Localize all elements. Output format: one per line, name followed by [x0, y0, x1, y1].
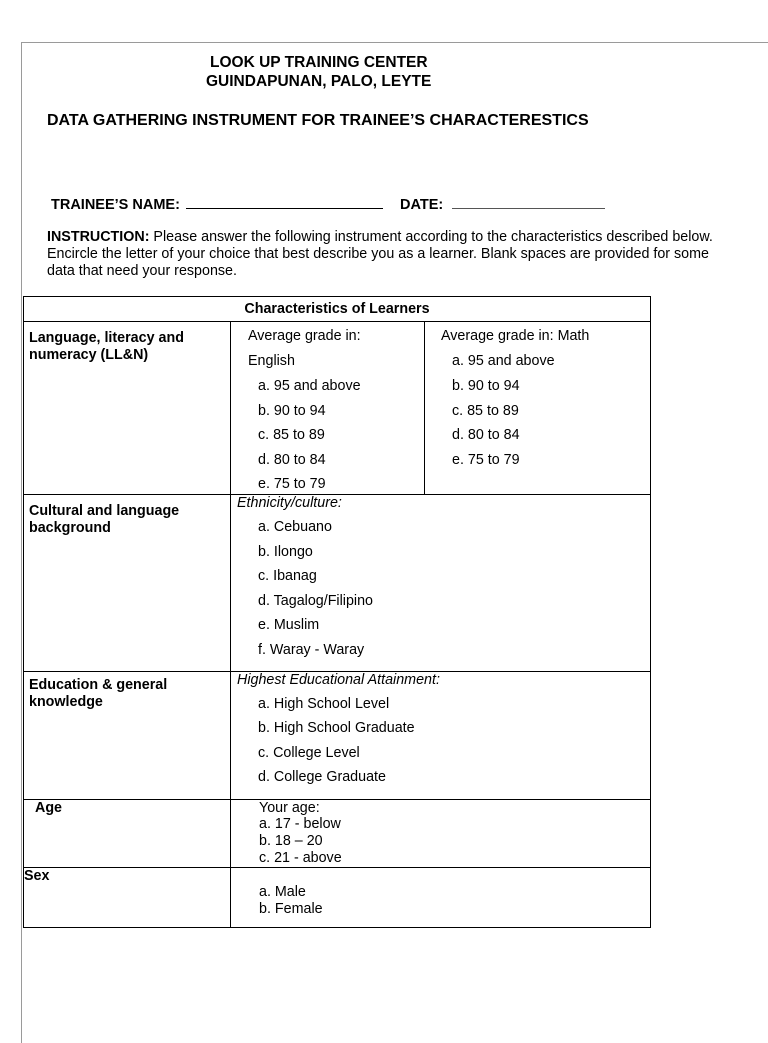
culture-label-cell: [24, 495, 231, 672]
education-option-a[interactable]: a. High School Level: [258, 696, 390, 712]
trainee-name-field: [51, 194, 383, 213]
age-option-a[interactable]: a. 17 - below: [259, 816, 341, 832]
age-prompt: Your age:: [259, 800, 320, 816]
culture-option-f[interactable]: f. Waray - Waray: [258, 642, 365, 658]
culture-options-cell: [231, 495, 651, 672]
sex-option-b[interactable]: b. Female: [259, 901, 323, 917]
age-label: Age: [35, 800, 63, 816]
instruction-text: Please answer the following instrument according to the characteristics described below. Encircle the letter of your choice that best describe you as a learner. Blank spaces are provided for some data that need your response.: [47, 229, 713, 279]
instruction-paragraph: [47, 229, 737, 280]
english-subject: English: [248, 353, 295, 369]
culture-option-a[interactable]: a. Cebuano: [258, 519, 332, 535]
trainee-name-label: TRAINEE’S NAME:: [51, 197, 180, 213]
age-option-c[interactable]: c. 21 - above: [259, 850, 342, 866]
age-option-b[interactable]: b. 18 – 20: [259, 833, 323, 849]
math-option-a[interactable]: a. 95 and above: [452, 353, 555, 369]
math-option-d[interactable]: d. 80 to 84: [452, 427, 520, 443]
culture-prompt: Ethnicity/culture:: [237, 495, 342, 511]
math-prompt: Average grade in: Math: [441, 328, 590, 344]
sex-label-cell: [24, 868, 231, 928]
culture-option-e[interactable]: e. Muslim: [258, 617, 320, 633]
age-options-cell: [231, 800, 651, 868]
education-label-cell: [24, 672, 231, 800]
table-heading: Characteristics of Learners: [24, 297, 651, 322]
sex-options-cell: [231, 868, 651, 928]
education-option-b[interactable]: b. High School Graduate: [258, 720, 415, 736]
english-option-c[interactable]: c. 85 to 89: [258, 427, 325, 443]
org-address: GUINDAPUNAN, PALO, LEYTE: [206, 73, 432, 90]
english-option-d[interactable]: d. 80 to 84: [258, 452, 326, 468]
lln-label: Language, literacy and numeracy (LL&N): [29, 330, 184, 363]
culture-option-d[interactable]: d. Tagalog/Filipino: [258, 593, 373, 609]
characteristics-table: [23, 296, 651, 928]
culture-option-b[interactable]: b. Ilongo: [258, 544, 313, 560]
culture-option-c[interactable]: c. Ibanag: [258, 568, 317, 584]
culture-label: Cultural and language background: [29, 503, 180, 536]
math-option-e[interactable]: e. 75 to 79: [452, 452, 520, 468]
math-option-b[interactable]: b. 90 to 94: [452, 378, 520, 394]
trainee-name-blank[interactable]: [186, 194, 383, 209]
english-cell: [231, 322, 425, 495]
org-name: LOOK UP TRAINING CENTER: [210, 54, 428, 71]
lln-label-cell: [24, 322, 231, 495]
document-title: DATA GATHERING INSTRUMENT FOR TRAINEE’S CHARACTERESTICS: [47, 112, 589, 129]
date-field: [400, 194, 605, 213]
math-cell: [425, 322, 651, 495]
sex-option-a[interactable]: a. Male: [259, 884, 306, 900]
math-option-c[interactable]: c. 85 to 89: [452, 403, 519, 419]
age-label-cell: [24, 800, 231, 868]
education-prompt: Highest Educational Attainment:: [237, 672, 440, 688]
education-option-c[interactable]: c. College Level: [258, 745, 360, 761]
education-options-cell: [231, 672, 651, 800]
date-label: DATE:: [400, 197, 444, 213]
english-option-b[interactable]: b. 90 to 94: [258, 403, 326, 419]
english-prompt: Average grade in:: [248, 328, 361, 344]
education-option-d[interactable]: d. College Graduate: [258, 769, 386, 785]
english-option-e[interactable]: e. 75 to 79: [258, 476, 326, 492]
education-label: Education & general knowledge: [29, 677, 168, 710]
date-blank[interactable]: [452, 194, 605, 209]
instruction-label: INSTRUCTION:: [47, 229, 150, 245]
english-option-a[interactable]: a. 95 and above: [258, 378, 361, 394]
sex-label: Sex: [24, 868, 50, 884]
